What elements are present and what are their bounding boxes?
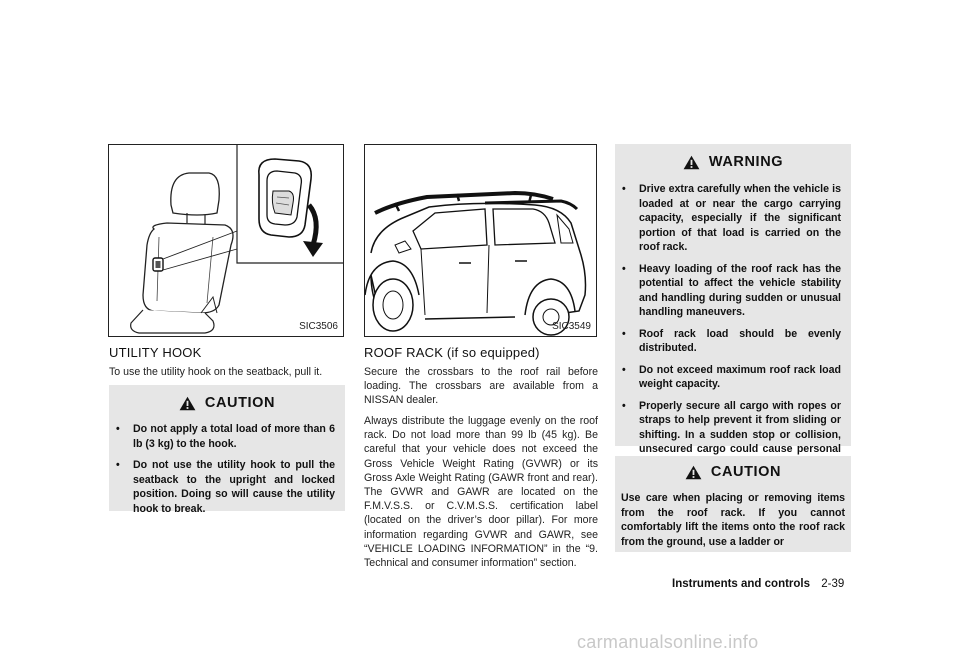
bullet-glyph: • (622, 262, 626, 275)
caution-box-roof-rack (615, 456, 851, 552)
suv-illustration (365, 145, 596, 336)
warning-title: WARNING (708, 154, 784, 170)
bullet-glyph: • (622, 327, 626, 340)
figure-code: SIC3549 (552, 321, 591, 332)
roof-rack-para-1: Secure the crossbars to the roof rail before loading. The crossbars are available from a NISSAN dealer. (364, 366, 598, 407)
bullet-glyph: • (622, 183, 626, 195)
caution-header (109, 388, 345, 418)
seat-hook-illustration (109, 145, 343, 336)
list-item: • Roof rack load should be evenly distributed. (622, 327, 841, 354)
caution-box-utility-hook (109, 385, 345, 515)
caution-title: CAUTION (710, 464, 782, 480)
utility-hook-heading: UTILITY HOOK (109, 345, 202, 360)
roof-rack-heading: ROOF RACK (if so equipped) (364, 345, 540, 360)
watermark: carmanualsonline.info (577, 632, 759, 652)
list-item: • Do not apply a total load of more than 6 lb (3 kg) to the hook. (116, 423, 335, 450)
list-item: • Drive extra carefully when the vehicle is loaded at or near the cargo carrying capacity, especially if the significant portion of that load is carried on the roof rack. (622, 183, 841, 253)
footer-section-title: Instruments and controls (672, 578, 811, 590)
caution-title: CAUTION (204, 395, 276, 411)
figure-code: SIC3506 (299, 321, 338, 332)
warning-triangle-icon (683, 155, 700, 170)
list-item: • Do not exceed maximum roof rack load weight capacity. (622, 363, 841, 390)
bullet-glyph: • (116, 459, 120, 471)
warning-bullets (619, 182, 841, 478)
warning-box (615, 144, 851, 455)
warning-header (615, 147, 851, 177)
list-item: • Properly secure all cargo with ropes or straps to help prevent it from sliding or shifting. In a sudden stop or collision, unsecured cargo could cause personal (622, 399, 841, 455)
roof-rack-figure (364, 144, 597, 337)
roof-rack-para-2: Always distribute the luggage evenly on the roof rack. Do not load more than 99 lb (45 kg). Be careful that your vehicle does not exceed the Gross Vehicle Weight Rating (GVWR) or its Gross Axle Weight Rating (GAWR front and rear). The GVWR and GAWR are located on the F.M.V.S.S. or C.V.M.S.S. certification label (located on the driver’s door pillar). For more information regarding GVWR and GAWR, see “VEHICLE LOADING INFORMATION” in the “9. Technical and consumer information” section. (364, 415, 598, 570)
page-footer (672, 578, 844, 590)
list-item: • Do not use the utility hook to pull the seatback to the upright and locked position. Doing so will cause the utility hook to break. (116, 459, 335, 515)
caution-text: Use care when placing or removing items from the roof rack. If you cannot comfortably lift the items onto the roof rack from the ground, use a ladder or (621, 492, 845, 548)
caution-header (615, 457, 851, 487)
warning-triangle-icon (685, 465, 702, 480)
list-item: • Heavy loading of the roof rack has the potential to affect the vehicle stability and handling during sudden or unusual handling maneuvers. (622, 262, 841, 318)
caution-bullets (113, 422, 335, 523)
utility-hook-figure (108, 144, 344, 337)
warning-triangle-icon (179, 396, 196, 411)
bullet-glyph: • (116, 423, 120, 435)
page-number: 2-39 (821, 578, 845, 590)
bullet-glyph: • (622, 363, 626, 376)
utility-hook-intro: To use the utility hook on the seatback, pull it. (109, 366, 323, 378)
bullet-glyph: • (622, 399, 626, 412)
